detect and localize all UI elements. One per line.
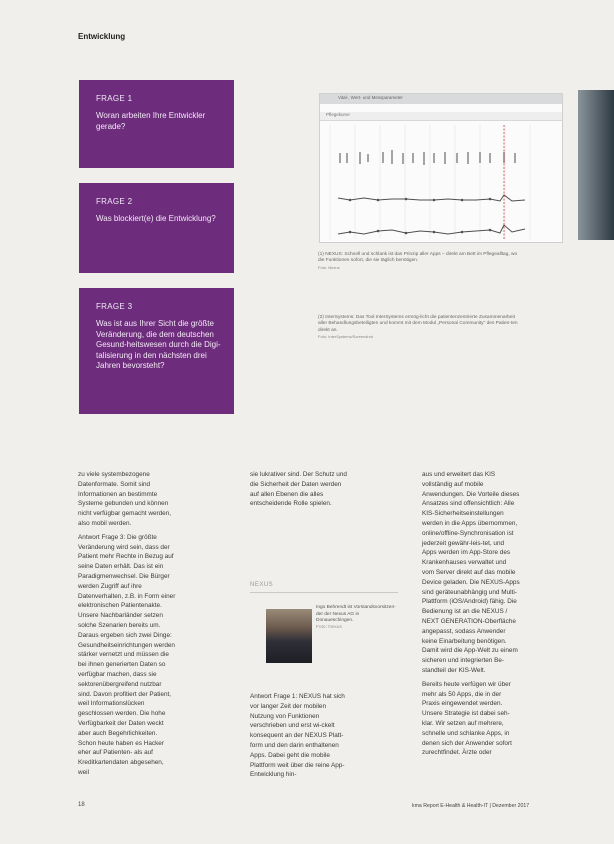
question-box-2 [79,183,234,273]
paragraph: aus und erweitert das KIS vollständig auf mobile Anwendungen. Die Vorteile dieses Ansatzes sind offensichtlich: Alle KIS-Sicherheitseinstellungen werden in die Apps übernommen, online/offline-Synchronisation ist jederzeit gewähr-leis-tet, und Apps werden im App-Store des Krankenhauses verwaltet und vom Server direkt auf das mobile Device geladen. Die NEXUS-Apps sind geräteunabhängig und Multi-Plattform (iOS/Android) fähig. Die Bedienung ist an die NEXUS / NEXT GENERATION-Oberfläche angepasst, sodass Anwender keine Einarbeitung benötigen. Damit wird die App-Welt zu einem sicheren und integrierten Be-standteil der KIS-Welt. [422,471,520,674]
section-label: Entwicklung [78,32,126,41]
bio-divider [250,592,398,593]
text-column-middle-top [250,470,348,513]
paragraph: Antwort Frage 3: Die größte Veränderung wird sein, dass der Patient mehr Rechte in Bezug auf seine Daten erhält. Das ist ein Paradigmenwechsel. Die Bürger werden Zugriff auf ihre Datenverhalten, z.B. in Form einer elektronischen Patientenakte. Unsere Nachbarländer setzen solche Szenarien bereits um. Daraus ergeben sich zwei Dinge: Gesundheitseinrichtungen werden stärker vernetzt und müssen die bei ihnen generierten Daten so verfügbar machen, dass sie sektorenübergreifend nutzbar sind. Davon profitiert der Patient, weil Informationslücken geschlossen werden. Die hohe Verfügbarkeit der Daten weckt aber auch Begehrlichkeiten. Schon heute haben es Hacker eher auf Patienten- als auf Kreditkartendaten abgesehen, weil [78,533,176,776]
paragraph: zu viele systembezogene Datenformate. Somit sind Informationen an bestimmte Systeme gebunden und können nicht verfügbar gemacht werden, also mobil werden. [78,471,172,527]
text-column-middle-bottom [250,692,348,784]
text-column-right [422,470,520,762]
bio-credit: Foto: Nexus [316,624,342,630]
caption-text: (2) InterSystems: Das Tool InterSystems ermög-licht die patientenzentrierte Zusammenarbeit aller Behandlungsbeteiligten und kommt mit dem Modul „Personal Community" des Patien-ten direkt an. [318,315,518,333]
page-number: 18 [78,802,85,808]
caption-2 [318,315,518,340]
app-tab-bar [320,112,562,121]
bio-label: NEXUS [250,582,274,588]
caption-1 [318,252,518,271]
vital-chart-graphic [320,121,562,241]
question-text: Woran arbeiten Ihre Entwickler gerade? [96,111,206,131]
publication-footer: kma Report E-Health & Health-IT | Dezember 2017 [412,803,530,809]
caption-credit: Foto: InterSystems/Screenshot [318,333,373,339]
caption-text: (1) NEXUS: Schnell und schlank ist das Prinzip aller Apps – direkt am Bett im Pflegealltag, wo die Funktionen sofort, die sie täglich benötigen. [318,252,518,264]
app-tab: Pflegekurve [326,112,350,117]
question-text: Was ist aus Ihrer Sicht die größte Veränderung, die dem deutschen Gesund-heitswesen durch die Digi-talisierung in den nächsten drei Jahren bevorsteht? [96,319,221,370]
paragraph: Antwort Frage 1: NEXUS hat sich vor langer Zeit der mobilen Nutzung von Funktionen verschrieben und erst wi-ckelt konsequent an der NEXUS Platt-form und den darin enthaltenen Apps. Dabei geht die mobile Plattform weit über die reine App-Entwicklung hin- [250,693,345,779]
question-title: FRAGE 3 [96,302,133,311]
text-column-left [78,470,176,782]
bio-description: Ingo Behrendt ist Vorstandsvorsitzen-der der Nexus AG in Donaueschingen. [316,605,396,624]
app-screenshot [319,93,563,243]
bio-text [316,605,396,631]
paragraph: Bereits heute verfügen wir über mehr als 50 Apps, die in der Praxis eingewendet werden. Unsere Strategie ist dabei seh-klar. Wir setzen auf mehrere, schnelle und schlanke Apps, in denen sich der Anwender sofort zurechtfindet. Ärzte oder [422,680,512,757]
question-title: FRAGE 1 [96,94,133,103]
paragraph: sie lukrativer sind. Der Schutz und die Sicherheit der Daten werden auf allen Ebenen die alles entscheidende Rolle spielen. [250,471,347,508]
question-text: Was blockiert(e) die Entwicklung? [96,214,216,223]
question-title: FRAGE 2 [96,197,133,206]
question-box-1 [79,80,234,168]
portrait-photo [266,609,312,663]
caption-credit: Foto: Nexus [318,264,340,270]
app-title: Vital-, Wert- und Messparameter [338,95,403,100]
app-title-bar [320,94,562,104]
photo-edge [578,90,614,240]
question-box-3 [79,288,234,414]
